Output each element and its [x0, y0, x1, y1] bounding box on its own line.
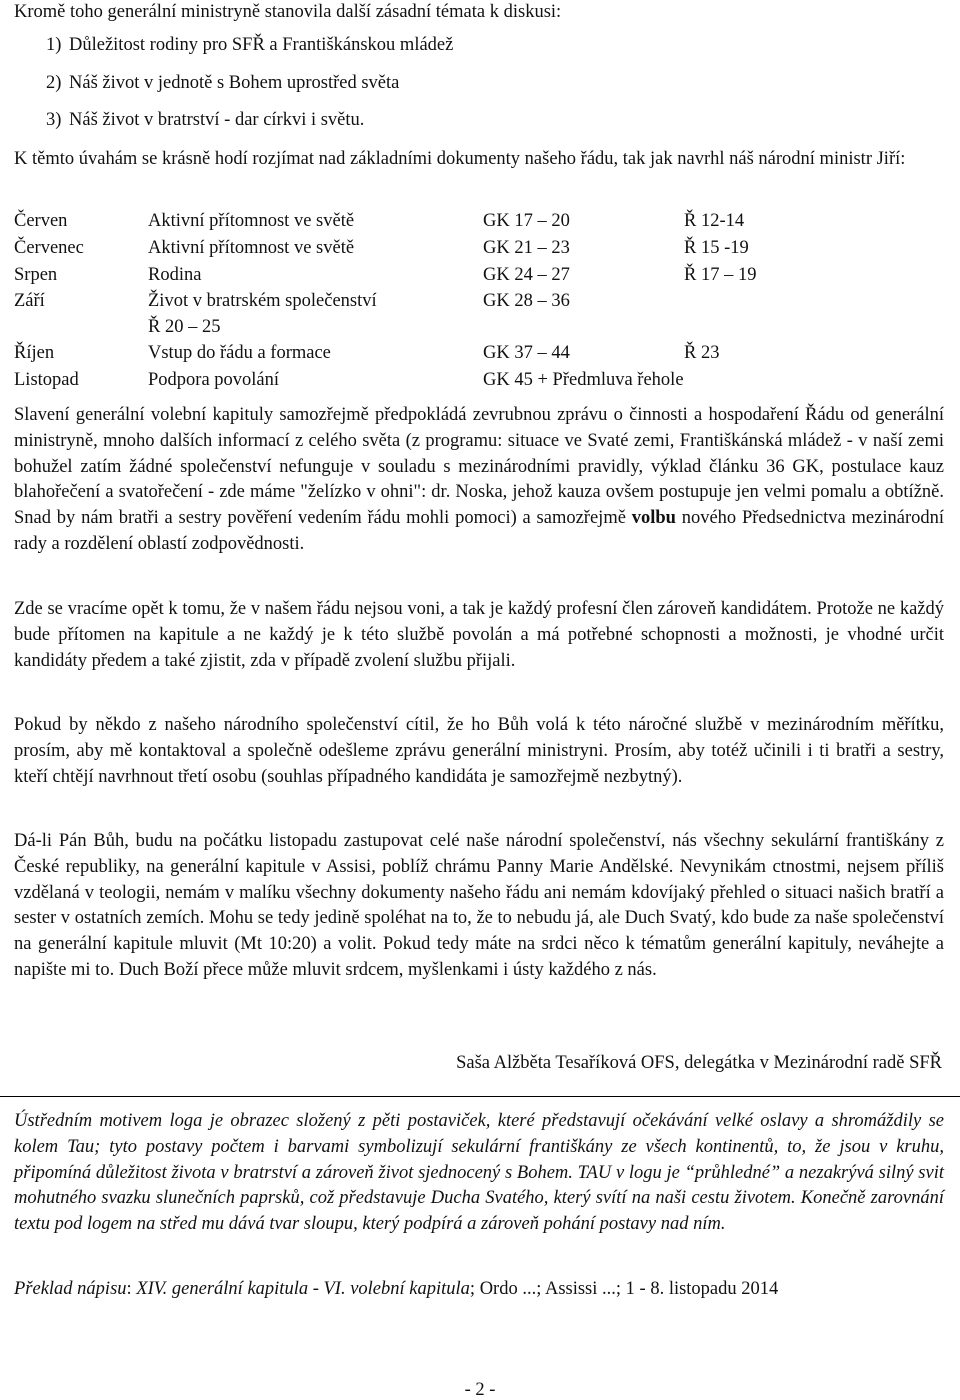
schedule-gk: GK 28 – 36: [483, 291, 570, 311]
schedule-gk: GK 45 + Předmluva řehole: [483, 370, 684, 390]
chapter-paragraph-text: nového Předsednictva mezinárodní rady a rozdělení oblastí zodpovědnosti.: [14, 508, 944, 554]
schedule-month: Červen: [14, 211, 68, 231]
schedule-topic: Aktivní přítomnost ve světě: [148, 238, 355, 258]
schedule-r: Ř 23: [684, 343, 720, 363]
topic-text: Náš život v jednotě s Bohem uprostřed světa: [69, 73, 400, 93]
reflection-intro: K těmto úvahám se krásně hodí rozjímat nad základními dokumenty našeho řádu, tak jak navrhl náš národní ministr Jiří:: [14, 149, 906, 169]
topic-text: Náš život v bratrství - dar církvi i světu.: [69, 110, 365, 130]
schedule-month: Listopad: [14, 370, 79, 390]
schedule-topic: Vstup do řádu a formace: [148, 343, 331, 363]
schedule-gk: GK 17 – 20: [483, 211, 570, 231]
chapter-paragraph-emphasis: volbu: [631, 508, 676, 529]
candidates-paragraph: Zde se vracíme opět k tomu, že v našem řádu nejsou voni, a tak je každý profesní člen zároveň kandidátem. Protože ne každý bude přítomen na kapitule a ne každý je k této službě povolán a má potřebné schopnosti a možnosti, je vhodné určit kandidáty předem a také zjistit, zda v případě zvolení službu přijali.: [14, 599, 944, 671]
translation-sep: ;: [469, 1279, 480, 1299]
page-number: - 2 -: [464, 1380, 496, 1400]
schedule-gk: GK 37 – 44: [483, 343, 570, 363]
topic-number: 1): [46, 35, 62, 55]
divider-line: [0, 1096, 960, 1097]
schedule-topic: Život v bratrském společenství: [148, 291, 377, 311]
schedule-month: Červenec: [14, 238, 84, 258]
translation-label: Překlad nápisu: [14, 1279, 127, 1299]
schedule-gk: GK 24 – 27: [483, 265, 570, 285]
schedule-topic: Aktivní přítomnost ve světě: [148, 211, 355, 231]
translation-title: XIV. generální kapitula - VI. volební kapitula: [136, 1279, 470, 1299]
schedule-month: Srpen: [14, 265, 58, 285]
schedule-month: Říjen: [14, 343, 55, 363]
schedule-r: Ř 12-14: [684, 211, 745, 231]
logo-note: Ústředním motivem loga je obrazec složený z pěti postaviček, které představují očekávání velké oslavy a shromáždily se kolem Tau; tyto postavy počtem i barvami symbolizují sekulární františkány ze všech kontinentů, to, že jsou v kruhu, připomíná důležitost života v bratrství a zároveň život sjednocený s Bohem. TAU v logu je “průhledné” a nezakrývá silný svit mohutného svazku slunečních paprsků, což představuje Ducha Svatého, který svítí na naši cestu životem. Konečně zarovnání textu pod logem na střed mu dává tvar sloupu, který podpírá a zároveň pohání postavy nad ním.: [14, 1111, 944, 1235]
topic-number: 2): [46, 73, 62, 93]
translation-rest: Ordo ...; Assissi ...; 1 - 8. listopadu 2014: [479, 1279, 779, 1299]
translation-note: [14, 1277, 944, 1303]
chapter-paragraph: [14, 403, 944, 558]
schedule-topic: Podpora povolání: [148, 370, 280, 390]
schedule-r: Ř 17 – 19: [684, 265, 757, 285]
contact-paragraph: Pokud by někdo z našeho národního společenství cítil, že ho Bůh volá k této náročné službě v mezinárodním měřítku, prosím, aby mě kontaktoval a společně odešleme zprávu generální ministryni. Prosím, aby totéž učinili i ti bratři a sestry, kteří chtějí navrhnout třetí osobu (souhlas případného kandidáta je samozřejmě nezbytný).: [14, 715, 944, 787]
schedule-month: Září: [14, 291, 45, 311]
intro-line: Kromě toho generální ministryně stanovila další zásadní témata k diskusi:: [14, 2, 562, 22]
topic-number: 3): [46, 110, 62, 130]
schedule-gk: GK 21 – 23: [483, 238, 570, 258]
chapter-paragraph-text: Slavení generální volební kapituly samozřejmě předpokládá zevrubnou zprávu o činnosti a hospodaření Řádu od generální ministryně, mnoho dalších informací z celého světa (z programu: situace ve Svaté zemi, Františkánská mládež - v naší zemi bohužel zatím žádné společenství nefunguje v souladu s mezinárodními pravidly, výklad článku 36 GK, postulace kauz blahořečení a svatořečení - zde máme "želízko v ohni": dr. Noska, jehož kauza ovšem postupuje jen velmi pomalu a obtížně. Snad by nám bratři a sestry pověření vedením řádu mohli pomoci) a samozřejmě: [14, 405, 944, 529]
topic-text: Důležitost rodiny pro SFŘ a Františkánskou mládež: [69, 35, 454, 55]
schedule-r: Ř 15 -19: [684, 238, 749, 258]
translation-sep: :: [126, 1279, 137, 1299]
schedule-topic: Ř 20 – 25: [148, 317, 221, 337]
signature: Saša Alžběta Tesaříková OFS, delegátka v Mezinárodní radě SFŘ: [456, 1053, 942, 1073]
schedule-topic: Rodina: [148, 265, 202, 285]
representation-paragraph: Dá-li Pán Bůh, budu na počátku listopadu zastupovat celé naše národní společenství, nás všechny sekulární františkány z České republiky, na generální kapitule v Assisi, poblíž chrámu Panny Marie Andělské. Nevynikám ctnostmi, nejsem příliš vzdělaná v teologii, nemám v malíku všechny dokumenty našeho řádu ani nemám kdovíjaký přehled o situaci našich bratří a sester v ostatních zemích. Mohu se tedy jedině spoléhat na to, že to nebudu já, ale Duch Svatý, kdo bude za naše společenství na generální kapitule mluvit (Mt 10:20) a volit. Pokud tedy máte na srdci něco k tématům generální kapituly, neváhejte a napište mi to. Duch Boží přece může mluvit srdcem, myšlenkami i ústy každého z nás.: [14, 831, 944, 980]
